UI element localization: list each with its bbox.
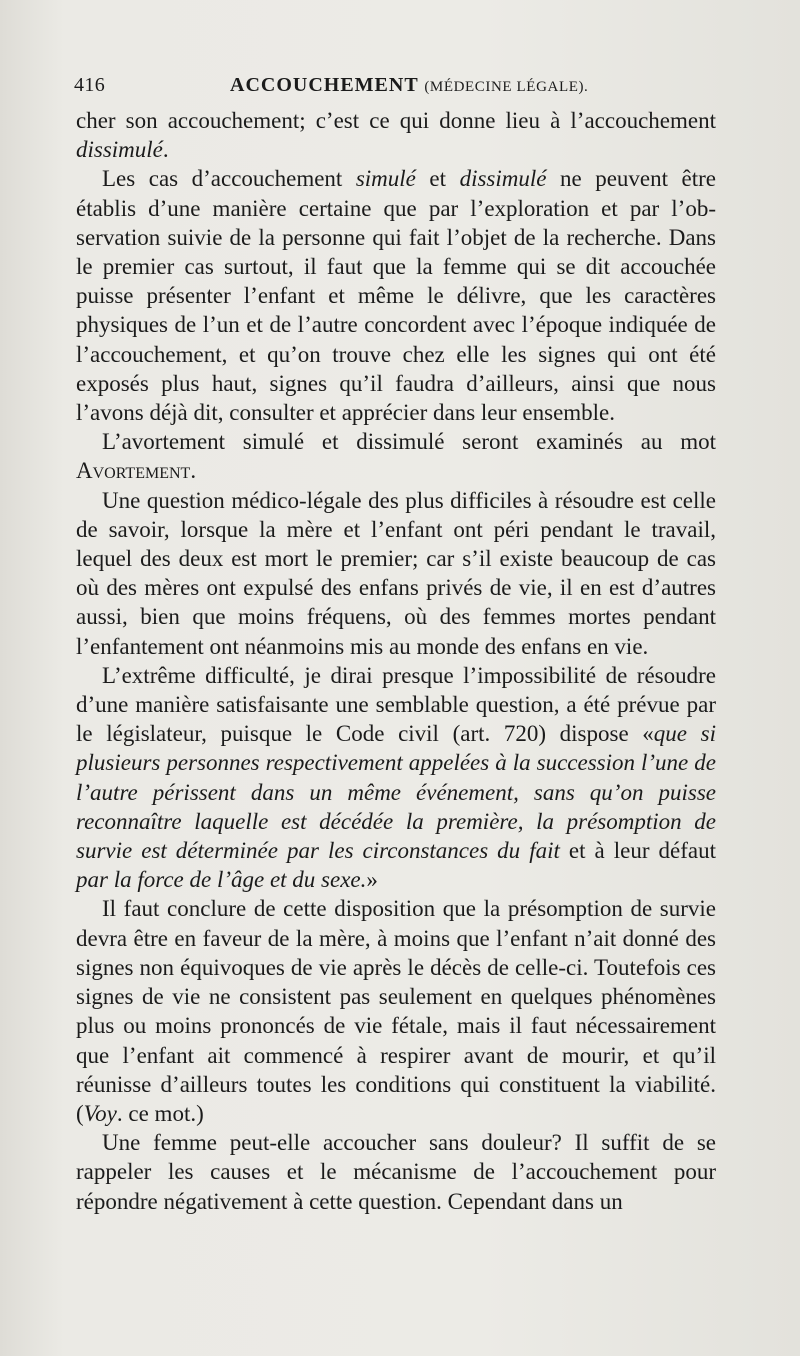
text-run: . ce mot.) [116, 1100, 204, 1126]
italic-text: Voy [83, 1100, 117, 1126]
paragraph [76, 164, 716, 427]
text-run: Il faut conclure de cette disposition que la présomption de survie devra être en faveur de la mère, à moins que l’enfant n’ait donné des signes non équivoques de vie après le décès de celle-ci. Toutefois ces signes de vie ne consistent pas seulement en quelques phénomènes plus ou moins prononcés de vie fétale, mais il faut nécessairement que l’enfant ait commencé à respirer avant de mourir, et qu’il réunisse d’ailleurs toutes les conditions qui constituent la viabilité. ( [76, 896, 716, 1126]
italic-text: que si plusieurs personnes respectivement appelées à la succession l’une de l’autre périssent dans un même événement, sans qu’on puisse reconnaître laquelle est décédée la première, la présomption de survie est déterminée par les circonstances du fait [76, 721, 716, 864]
running-title [230, 74, 588, 97]
italic-text: dissimulé [459, 166, 547, 192]
paragraph [76, 106, 716, 164]
italic-text: dissimulé [76, 137, 163, 163]
running-title-subtitle: (MÉDECINE LÉGALE). [424, 79, 589, 95]
text-run: . [190, 458, 197, 484]
text-run: cher son accouchement; c’est ce qui donne lieu à l’accouchement [76, 108, 716, 133]
italic-text: par la force de l’âge et du sexe. [76, 867, 367, 893]
paragraph [76, 427, 716, 485]
text-run: L’extrême difficulté, je dirai presque l’impossibilité de résoudre d’une manière satisfaisante une semblable question, a été prévue par le législateur, puisque le Code civil (art. 720) dispose « [76, 662, 716, 747]
text-run: ne peuvent être établis d’une manière certaine que par l’exploration et par l’observation suivie de la personne qui fait l’objet de la recherche. Dans le premier cas surtout, il faut que la femme qui se dit accouchée puisse présenter l’enfant et même le délivre, que les caractères physiques de l’un et de l’autre concordent avec l’époque indiquée de l’accouchement, et qu’on trouve chez elle les signes qui ont été exposés plus haut, signes qu’il faudra d’ailleurs, ainsi que nous l’avons déjà dit, consulter et apprécier dans leur ensemble. [76, 166, 716, 426]
paragraph [76, 661, 716, 895]
text-run: Une femme peut-elle accoucher sans douleur? Il suffit de se rappeler les causes et le mécanisme de l’accouchement pour répondre négativement à cette question. Cependant dans un [76, 1130, 716, 1214]
text-run: » [366, 867, 378, 893]
text-run: L’avortement simulé et dissimulé seront examinés au mot [102, 429, 716, 455]
running-header [72, 74, 712, 102]
text-run: Une question médico-légale des plus difficiles à résoudre est celle de savoir, lorsque la mère et l’enfant ont péri pendant le travail, lequel des deux est mort le premier; car s’il existe beaucoup de cas où des mères ont expulsé des enfans privés de vie, il en est d’autres aussi, bien que moins fréquens, où des femmes mortes pendant l’enfantement ont néanmoins mis au monde des enfans en vie. [76, 487, 716, 659]
body-text [76, 106, 716, 1216]
page-number: 416 [74, 74, 106, 96]
paragraph [76, 894, 716, 1128]
text-run: et [415, 166, 460, 192]
paragraph [76, 486, 716, 661]
running-title-main: ACCOUCHEMENT [230, 74, 419, 96]
text-run: et à leur défaut [559, 838, 716, 864]
italic-text: simulé [355, 166, 416, 192]
small-caps-text: Avortement [76, 458, 191, 484]
text-run: Les cas d’accouchement [102, 166, 356, 192]
text-run: . [162, 137, 169, 163]
paragraph [76, 1128, 716, 1216]
